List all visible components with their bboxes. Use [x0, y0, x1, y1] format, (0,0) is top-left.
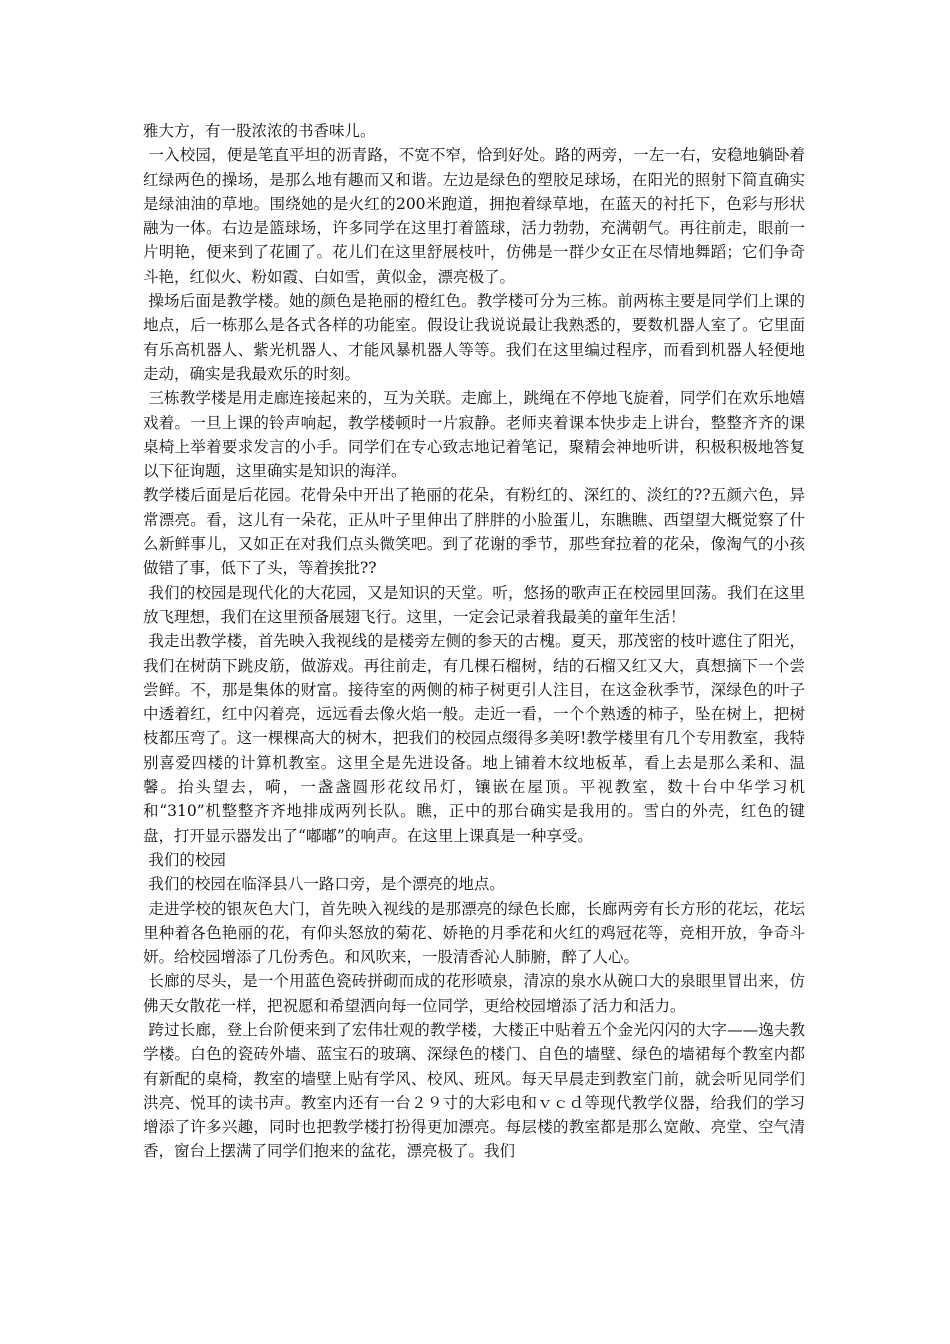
paragraph-2: 一入校园，便是笔直平坦的沥青路，不宽不窄，恰到好处。路的两旁，一左一右，安稳地躺卧着红绿两色的操场，是那么地有趣而又和谐。左边是绿色的塑胶足球场，在阳光的照射下简直确实是绿油油的草地。围绕她的是火红的200米跑道，拥抱着绿草地，在蓝天的衬托下，色彩与形状融为一体。右边是篮球场，许多同学在这里打着篮球，活力勃勃，充满朝气。再往前走，眼前一片明艳，便来到了花圃了。花儿们在这里舒展枝叶，仿佛是一群少女正在尽情地舞蹈；它们争奇斗艳，红似火、粉如霞、白如雪，黄似金，漂亮极了。	[143, 146, 805, 286]
section-title: 我们的校园	[148, 850, 226, 869]
paragraph-5: 教学楼后面是后花园。花骨朵中开出了艳丽的花朵，有粉红的、深红的、淡红的??五颜六色，异常漂亮。看，这儿有一朵花，正从叶子里伸出了胖胖的小脸蛋儿，东瞧瞧、西望望大概觉察了什么新鲜事儿，又如正在对我们点头微笑吧。到了花谢的季节，那些耷拉着的花朵，像淘气的小孩做错了事，低下了头，等着挨批??	[143, 486, 805, 578]
paragraph-10: 长廊的尽头，是一个用蓝色瓷砖拼砌而成的花形喷泉，清凉的泉水从碗口大的泉眼里冒出来，仿佛天女散花一样，把祝愿和希望洒向每一位同学，更给校园增添了活力和活力。	[143, 972, 805, 1015]
paragraph-7: 我走出教学楼，首先映入我视线的是楼旁左侧的参天的古槐。夏天，那茂密的枝叶遮住了阳光，我们在树荫下跳皮筋，做游戏。再往前走，有几棵石榴树，结的石榴又红又大，真想摘下一个尝尝鲜。不，那是集体的财富。接待室的两侧的柿子树更引人注目，在这金秋季节，深绿色的叶子中透着红，红中闪着亮，远远看去像火焰一般。走近一看，一个个熟透的柿子，坠在树上，把树枝都压弯了。这一棵棵高大的树木，把我们的校园点缀得多美呀!教学楼里有几个专用教室，我特别喜爱四楼的计算机教室。这里全是先进设备。地上铺着木纹地板革，看上去是那么柔和、温馨。抬头望去，嗬，一盏盏圆形花纹吊灯，镶嵌在屋顶。平视教室，数十台中华学习机和“310”机整整齐齐地排成两列长队。瞧，正中的那台确实是我用的。雪白的外壳，红色的键盘，打开显示器发出了“嘟嘟”的响声。在这里上课真是一种享受。	[143, 632, 805, 845]
paragraph-8: 我们的校园在临泽县八一路口旁，是个漂亮的地点。	[148, 875, 505, 894]
paragraph-11: 跨过长廊，登上台阶便来到了宏伟壮观的教学楼，大楼正中贴着五个金光闪闪的大字——逸夫教学楼。白色的瓷砖外墙、蓝宝石的玻璃、深绿色的楼门、自色的墙壁、绿色的墙裙每个教室内都有新配的桌椅，教室的墙壁上贴有学风、校风、班风。每天早晨走到教室门前，就会听见同学们洪亮、悦耳的读书声。教室内还有一台２９寸的大彩电和ｖｃｄ等现代教学仪器，给我们的学习增添了许多兴趣，同时也把教学楼打扮得更加漂亮。每层楼的教室都是那么宽敞、亮堂、空气清香，窗台上摆满了同学们抱来的盆花，漂亮极了。我们	[143, 1020, 805, 1161]
paragraph-6: 我们的校园是现代化的大花园，又是知识的天堂。听，悠扬的歌声正在校园里回荡。我们在这里放飞理想，我们在这里预备展翅飞行。这里，一定会记录着我最美的童年生活！	[143, 583, 805, 626]
paragraph-9: 走进学校的银灰色大门，首先映入视线的是那漂亮的绿色长廊，长廊两旁有长方形的花坛，花坛里种着各色艳丽的花，有仰头怒放的菊花、娇艳的月季花和火红的鸡冠花等，竞相开放，争奇斗妍。给校园增添了几份秀色。和风吹来，一股清香沁人肺腑，醉了人心。	[143, 899, 805, 967]
paragraph-1: 雅大方，有一股浓浓的书香味儿。	[143, 122, 376, 140]
paragraph-4: 三栋教学楼是用走廊连接起来的，互为关联。走廊上，跳绳在不停地飞旋着，同学们在欢乐地嬉戏着。一旦上课的铃声响起，教学楼顿时一片寂静。老师夹着课本快步走上讲台，整整齐齐的课桌椅上举着要求发言的小手。同学们在专心致志地记着笔记，聚精会神地听讲，积极积极地答复以下征询题，这里确实是知识的海洋。	[143, 389, 805, 481]
document-page	[143, 119, 805, 1164]
paragraph-3: 操场后面是教学楼。她的颜色是艳丽的橙红色。教学楼可分为三栋。前两栋主要是同学们上课的地点，后一栋那么是各式各样的功能室。假设让我说说最让我熟悉的，要数机器人室了。它里面有乐高机器人、紫光机器人、才能风暴机器人等等。我们在这里编过程序，而看到机器人轻便地走动，确实是我最欢乐的时刻。	[143, 292, 805, 383]
